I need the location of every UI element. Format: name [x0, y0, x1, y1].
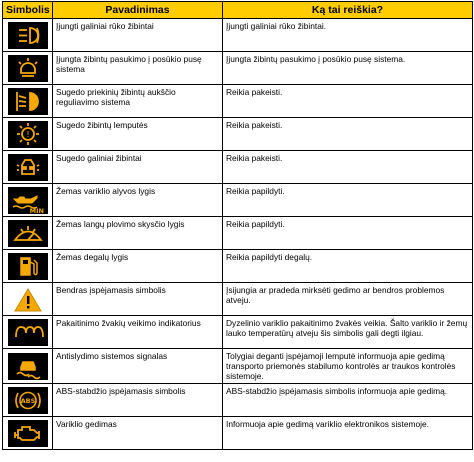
- header-meaning: Ką tai reiškia?: [223, 2, 473, 19]
- table-row: [3, 19, 473, 52]
- row-name: Sugedo žibintų lemputės: [53, 118, 223, 151]
- row-meaning: ABS-stabdžio įspėjamasis simbolis informuoja apie gedimą.: [223, 384, 473, 417]
- table-row: [3, 184, 473, 217]
- headlight-leveling-icon: [8, 88, 48, 115]
- warning-lights-table: [2, 1, 473, 450]
- row-meaning: Reikia papildyti.: [223, 184, 473, 217]
- row-meaning: Tolygiai deganti įspėjamoji lemputė informuoja apie gedimą transporto priemonės stabilumo kontrolės ar traukos kontrolės sistemoje.: [223, 349, 473, 384]
- row-meaning: Reikia pakeisti.: [223, 85, 473, 118]
- row-name: Sugedo galiniai žibintai: [53, 151, 223, 184]
- row-name: Antislydimo sistemos signalas: [53, 349, 223, 384]
- table-row: [3, 151, 473, 184]
- table-row: [3, 250, 473, 283]
- min-label: MIN: [29, 206, 44, 214]
- warning-triangle-icon: [8, 286, 48, 313]
- table-row: [3, 417, 473, 450]
- table-row: [3, 349, 473, 384]
- row-name: Sugedo priekinių žibintų aukščio reguliavimo sistema: [53, 85, 223, 118]
- rear-lights-icon: [8, 154, 48, 181]
- row-name: Pakaitinimo žvakių veikimo indikatorius: [53, 316, 223, 349]
- row-name: Žemas degalų lygis: [53, 250, 223, 283]
- header-name: Pavadinimas: [53, 2, 223, 19]
- table-row: [3, 85, 473, 118]
- row-name: ABS-stabdžio įspėjamasis simbolis: [53, 384, 223, 417]
- check-engine-icon: [8, 420, 48, 447]
- row-meaning: Informuoja apie gedimą variklio elektronikos sistemoje.: [223, 417, 473, 450]
- glow-plug-icon: [8, 319, 48, 346]
- row-meaning: Įsijungia ar pradeda mirksėti gedimo ar bendros problemos atveju.: [223, 283, 473, 316]
- row-meaning: Reikia pakeisti.: [223, 151, 473, 184]
- row-name: Bendras įspėjamasis simbolis: [53, 283, 223, 316]
- table-row: [3, 283, 473, 316]
- table-row: [3, 384, 473, 417]
- row-name: Įjungti galiniai rūko žibintai: [53, 19, 223, 52]
- row-meaning: Dyzelinio variklio pakaitinimo žvakės veikia. Šalto variklio ir žemų lauko temperatūrų atveju šis simbolis gali degti ilgiau.: [223, 316, 473, 349]
- row-name: Įjungta žibintų pasukimo į posūkio pusę sistema: [53, 52, 223, 85]
- row-name: Žemas variklio alyvos lygis: [53, 184, 223, 217]
- rear-fog-light-icon: [8, 22, 48, 49]
- abs-label: ABS: [20, 396, 35, 405]
- oil-level-icon: [8, 187, 48, 214]
- header-symbol: Simbolis: [3, 2, 53, 19]
- parking-light-icon: [8, 55, 48, 82]
- row-meaning: Įjungti galiniai rūko žibintai.: [223, 19, 473, 52]
- table-row: [3, 217, 473, 250]
- row-meaning: Reikia papildyti.: [223, 217, 473, 250]
- row-meaning: Reikia pakeisti.: [223, 118, 473, 151]
- table-row: [3, 118, 473, 151]
- bulb-failure-icon: [8, 121, 48, 148]
- row-meaning: Reikia papildyti degalų.: [223, 250, 473, 283]
- svg-text:!: !: [25, 129, 30, 139]
- washer-fluid-icon: [8, 220, 48, 247]
- row-name: Variklio gedimas: [53, 417, 223, 450]
- abs-icon: [8, 387, 48, 414]
- fuel-icon: [8, 253, 48, 280]
- row-name: Žemas langų plovimo skysčio lygis: [53, 217, 223, 250]
- table-row: [3, 52, 473, 85]
- traction-control-icon: [8, 353, 48, 380]
- table-row: [3, 316, 473, 349]
- row-meaning: Įjungta žibintų pasukimo į posūkio pusę sistema.: [223, 52, 473, 85]
- table-header-row: [3, 2, 473, 19]
